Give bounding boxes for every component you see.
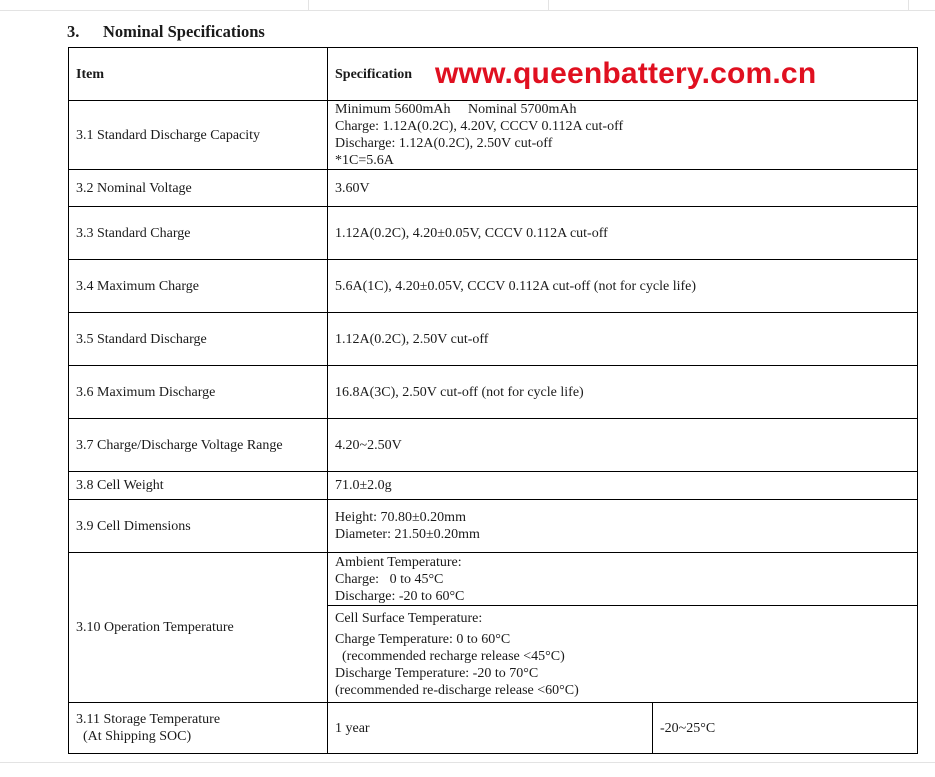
row-item <box>69 703 328 754</box>
watermark-url: www.queenbattery.com.cn <box>435 57 817 90</box>
nominal-specifications-table <box>68 47 918 754</box>
row-spec-ambient <box>328 553 918 606</box>
table-row <box>69 703 918 754</box>
header-specification: Specification <box>328 48 918 101</box>
table-row <box>69 207 918 260</box>
spec-line: Diameter: 21.50±0.20mm <box>335 527 480 542</box>
spec-line: Discharge: -20 to 60°C <box>335 588 465 604</box>
row-spec <box>328 101 918 170</box>
section-title: Nominal Specifications <box>103 22 265 41</box>
row-item: 3.3 Standard Charge <box>69 207 328 260</box>
table-row <box>69 500 918 553</box>
row-item: 3.9 Cell Dimensions <box>69 500 328 553</box>
spec-line: Charge: 1.12A(0.2C), 4.20V, CCCV 0.112A cut-off <box>335 119 624 134</box>
page-divider <box>308 0 309 10</box>
spec-line: *1C=5.6A <box>335 153 394 168</box>
section-number: 3. <box>67 22 80 41</box>
spec-line: Charge Temperature: 0 to 60°C <box>335 631 511 647</box>
table-row <box>69 170 918 207</box>
row-spec: 16.8A(3C), 2.50V cut-off (not for cycle life) <box>328 366 918 419</box>
row-item: 3.6 Maximum Discharge <box>69 366 328 419</box>
page-divider <box>548 0 549 10</box>
top-page-strip <box>0 0 935 11</box>
row-item: 3.7 Charge/Discharge Voltage Range <box>69 419 328 472</box>
spec-line: Charge: 0 to 45°C <box>335 571 444 587</box>
item-line: (At Shipping SOC) <box>76 729 192 744</box>
spec-line: Ambient Temperature: <box>335 554 462 570</box>
row-item: 3.2 Nominal Voltage <box>69 170 328 207</box>
page-divider <box>908 0 909 10</box>
row-spec: 5.6A(1C), 4.20±0.05V, CCCV 0.112A cut-off (not for cycle life) <box>328 260 918 313</box>
table-row <box>69 260 918 313</box>
spec-line: Cell Surface Temperature: <box>335 610 483 626</box>
row-item: 3.10 Operation Temperature <box>69 553 328 703</box>
table-row <box>69 313 918 366</box>
spec-line: Minimum 5600mAh Nominal 5700mAh <box>335 102 577 117</box>
section-heading <box>67 22 265 42</box>
row-item: 3.5 Standard Discharge <box>69 313 328 366</box>
row-spec: 3.60V <box>328 170 918 207</box>
row-spec-cell-surface <box>328 606 918 703</box>
row-spec: 1.12A(0.2C), 2.50V cut-off <box>328 313 918 366</box>
row-spec: 4.20~2.50V <box>328 419 918 472</box>
spec-line: Height: 70.80±0.20mm <box>335 510 466 525</box>
row-item: 3.4 Maximum Charge <box>69 260 328 313</box>
storage-period: 1 year <box>328 703 653 754</box>
spec-line: (recommended re-discharge release <60°C) <box>335 682 579 698</box>
spec-line: Discharge: 1.12A(0.2C), 2.50V cut-off <box>335 136 553 151</box>
row-spec: 71.0±2.0g <box>328 472 918 500</box>
table-row <box>69 553 918 606</box>
storage-range: -20~25°C <box>653 703 918 754</box>
row-item: 3.8 Cell Weight <box>69 472 328 500</box>
item-line: 3.11 Storage Temperature <box>76 712 221 727</box>
row-item: 3.1 Standard Discharge Capacity <box>69 101 328 170</box>
bottom-page-strip <box>0 762 935 777</box>
table-row <box>69 366 918 419</box>
header-item: Item <box>69 48 328 101</box>
table-row <box>69 101 918 170</box>
row-spec: 1.12A(0.2C), 4.20±0.05V, CCCV 0.112A cut-off <box>328 207 918 260</box>
row-spec <box>328 500 918 553</box>
spec-line: Discharge Temperature: -20 to 70°C <box>335 665 539 681</box>
spec-line: (recommended recharge release <45°C) <box>335 648 565 664</box>
table-row <box>69 472 918 500</box>
table-row <box>69 419 918 472</box>
